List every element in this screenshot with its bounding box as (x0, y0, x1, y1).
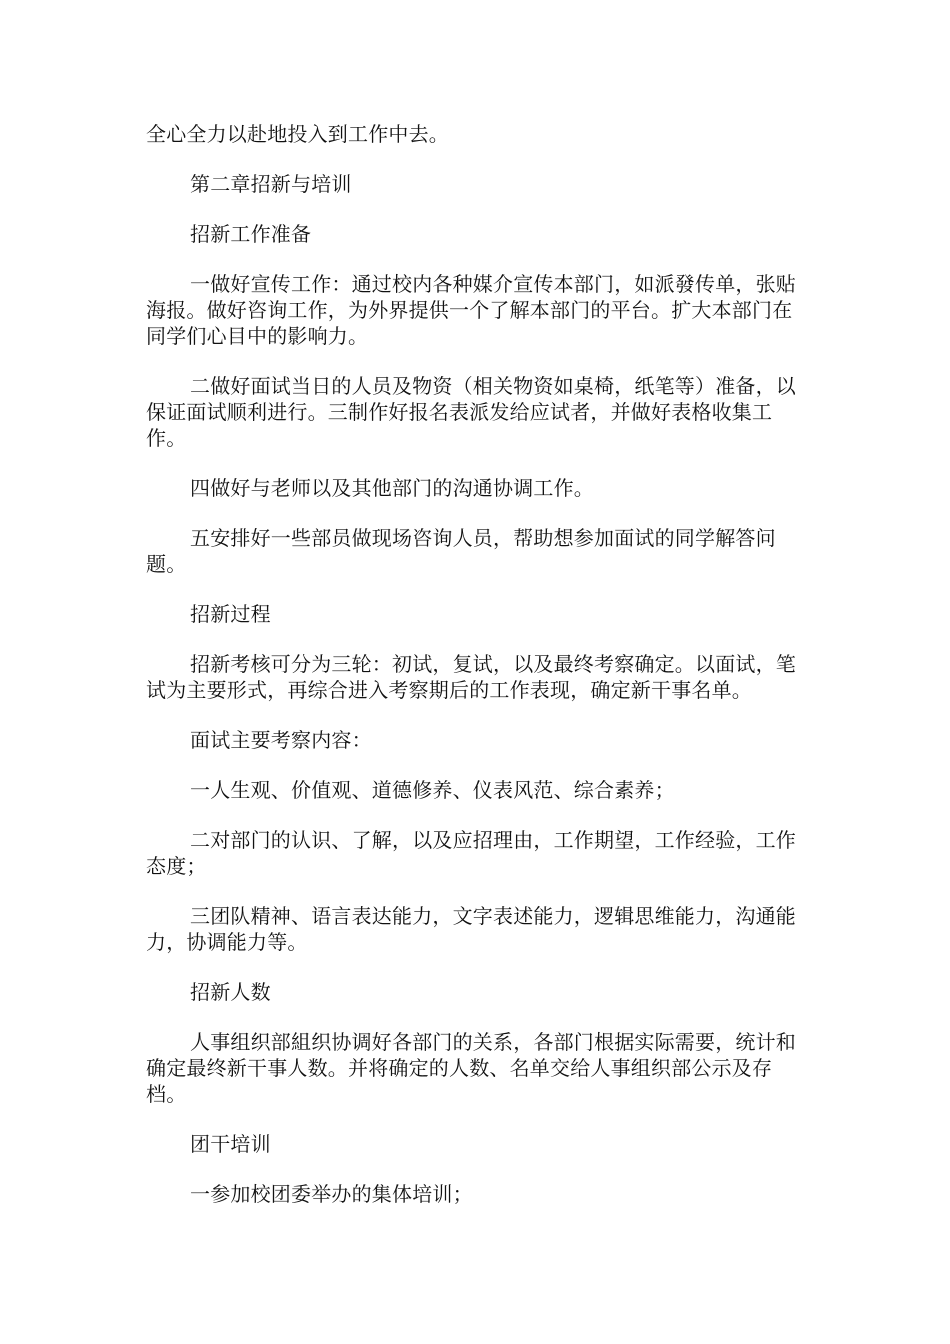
paragraph-recruit-count: 人事组织部組织协调好各部门的关系，各部门根据实际需要，统计和确定最终新干事人数。并将确定的人数、名单交给人事组织部公示及存档。 (146, 1030, 796, 1106)
subheading-interview-content: 面试主要考察内容： (190, 728, 372, 752)
paragraph-item-1: 一人生观、价值观、道德修养、仪表风范、综合素养； (190, 778, 675, 802)
paragraph-training-1: 一参加校团委举办的集体培训； (190, 1182, 473, 1206)
paragraph-consultation: 五安排好一些部员做现场咨询人员，帮助想参加面试的同学解答问题。 (146, 526, 776, 576)
paragraph-publicity: 一做好宣传工作：通过校内各种媒介宣传本部门，如派發传单，张贴海报。做好咨询工作，为外界提供一个了解本部门的平台。扩大本部门在同学们心目中的影响力。 (146, 272, 796, 348)
document-body (146, 121, 806, 1231)
chapter-heading: 第二章招新与培训 (190, 172, 352, 196)
section-heading-recruit-prep: 招新工作准备 (190, 222, 312, 246)
paragraph-item-3: 三团队精神、语言表达能力，文字表述能力，逻辑思维能力，沟通能力，协调能力等。 (146, 904, 796, 954)
paragraph-coordination: 四做好与老师以及其他部门的沟通协调工作。 (190, 476, 594, 500)
section-heading-recruit-count: 招新人数 (190, 980, 271, 1004)
section-heading-recruit-process: 招新过程 (190, 602, 271, 626)
paragraph-continuation: 全心全力以赴地投入到工作中去。 (146, 122, 449, 146)
paragraph-item-2: 二对部门的认识、了解，以及应招理由，工作期望，工作经验，工作态度； (146, 828, 796, 878)
section-heading-training: 团干培训 (190, 1132, 271, 1156)
paragraph-interview-prep: 二做好面试当日的人员及物资（相关物资如桌椅，纸笔等）准备，以保证面试顺利进行。三制作好报名表派发给应试者，并做好表格收集工作。 (146, 374, 796, 450)
paragraph-assessment-rounds: 招新考核可分为三轮：初试，复试，以及最终考察确定。以面试，笔试为主要形式，再综合进入考察期后的工作表现，确定新干事名单。 (146, 652, 796, 702)
